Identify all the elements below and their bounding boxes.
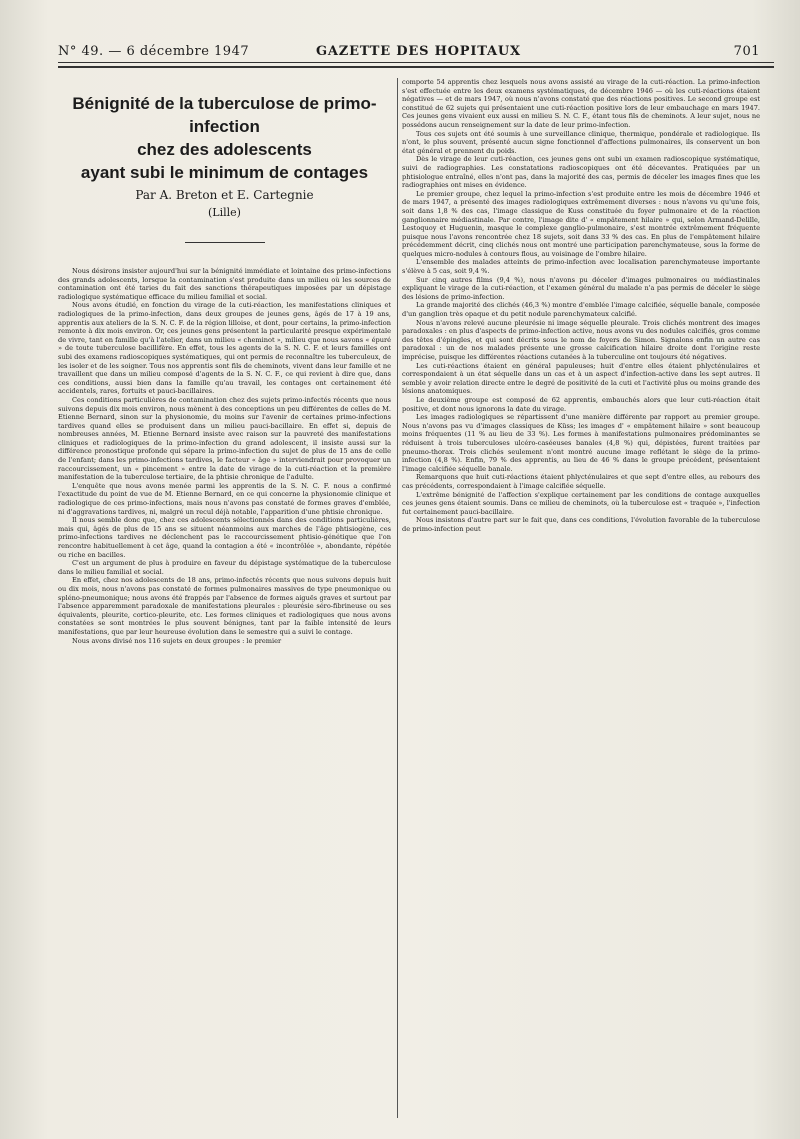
paragraph: Les cuti-réactions étaient en général papuleuses; huit d'entre elles étaient phlycténulaires et correspondaient à un état séquelle dans un cas et à un aspect d'infection-active dans les sept autres. Il semble y avoir relation directe entre le degré de positivité de la cuti et l'activité plus ou moins grande des lésions anatomiques. [402, 361, 760, 396]
article-title [58, 92, 391, 184]
paragraph: Ces conditions particulières de contamination chez des sujets primo-infectés récents que nous suivons depuis dix mois environ, nous mènent à des conceptions un peu différentes de celles de M. Etienne Bernard, sinon sur la physionomie, du moins sur l'avenir de certaines primo-infections tardives quand elles se produisent dans un milieu pauci-bacillaire. En effet si, depuis de nombreuses années, M. Etienne Bernard insiste avec raison sur la pauvreté des manifestations cliniques et radiologiques de la primo-infection du grand adolescent, il insiste aussi sur la différence pronostique profonde qui sépare la primo-infection du sujet de plus de 15 ans de celle de l'enfant; dans les primo-infections tardives, le facteur « âge » interviendrait pour provoquer un raccourcissement, un « pincement » entre la date de virage de la cuti-réaction et la première manifestation de la tuberculose tertiaire, de la phtisie chronique de l'adulte. [58, 395, 391, 482]
paragraph: Nous insistons d'autre part sur le fait que, dans ces conditions, l'évolution favorable de la tuberculose de primo-infection peut [402, 516, 760, 533]
paragraph: Nous désirons insister aujourd'hui sur la bénignité immédiate et lointaine des primo-infections des grands adolescents, lorsque la contamination s'est produite dans un milieu où les sources de contamination ont été taries du fait des sanctions thérapeutiques imposées par un dépistage radiologique systématique efficace du milieu familial et social. [58, 267, 391, 301]
author-affiliation: (Lille) [208, 206, 241, 219]
page-number: 701 [733, 44, 760, 59]
title-line-2: chez des adolescents [137, 140, 312, 159]
paragraph: Nous n'avons relevé aucune pleurésie ni image séquelle pleurale. Trois clichés montrent des images paradoxales : en plus d'aspects de primo-infection active, nous avons vu des nodules calcifiés, gros comme des têtes d'épingles, et qui sont décrits sous le nom de foyers de Simon. Signalons enfin un autre cas paradoxal : un de nos malades présente une grosse calcification hilaire droite dont l'origine reste imprécise, puisque les différentes réactions cutanées à la tuberculine ont toujours été négatives. [402, 318, 760, 361]
paragraph: L'enquête que nous avons menée parmi les apprentis de la S. N. C. F. nous a confirmé l'exactitude du point de vue de M. Etienne Bernard, en ce qui concerne la physionomie clinique et radiologique de ces primo-infections, mais nous n'avons pas constaté de formes graves d'emblée, ni d'aggravations tardives, ni, malgré un recul déjà notable, l'apparition d'une phtisie chronique. [58, 481, 391, 516]
header-rule-thick [58, 66, 774, 68]
header-rule [58, 62, 774, 63]
paragraph: Les images radiologiques se répartissent d'une manière différente par rapport au premier groupe. Nous n'avons pas vu d'images classiques de Küss; les images d' « empâtement hilaire » sont beaucoup moins fréquentes (11 % au lieu de 33 %). Les formes à manifestations pulmonaires prédominantes se réduisent à trois tuberculoses ulcéro-caséeuses banales (4,8 %) qui, dépistées, furent traitées par pneumo-thorax. Trois clichés seulement n'ont montré aucune image reflétant le siège de la primo-infection (4,8 %). Enfin, 79 % des apprentis, au lieu de 46 % dans le groupe précédent, présentaient l'image calcifiée séquelle banale. [402, 413, 760, 473]
title-separator [185, 242, 265, 243]
column-divider [397, 78, 398, 1118]
paragraph: En effet, chez nos adolescents de 18 ans, primo-infectés récents que nous suivons depuis huit ou dix mois, nous n'avons pas constaté de formes pulmonaires massives de type pneumonique ou spléno-pneumonique; nous avons été frappés par l'absence de formes aiguës graves et surtout par l'absence apparemment paradoxale de manifestations pleurales : pleurésie séro-fibrineuse ou ses équivalents, pleurite, cortico-pleurite, etc. Les formes cliniques et radiologiques que nous avons constatées se sont montrées le plus souvent bénignes, tant par la faible intensité de leurs manifestations, que par leur heureuse évolution dans le semestre qui a suivi le contage. [58, 576, 391, 636]
paragraph: C'est un argument de plus à produire en faveur du dépistage systématique de la tuberculose dans le milieu familial et social. [58, 559, 391, 576]
paragraph: Le premier groupe, chez lequel la primo-infection s'est produite entre les mois de décembre 1946 et de mars 1947, a présenté des images radiologiques extrêmement diverses : nous n'avons vu qu'une fois, soit dans 1,8 % des cas, l'image classique de Kuss constituée du foyer pulmonaire et de la réaction ganglionnaire médiastinale. Par contre, l'image dite d' « empâtement hilaire » qui, selon Armand-Delille, Lestoquoy et Huguenin, masque le complexe ganglio-pulmonaire, s'est montrée extrêmement fréquente puisque nous l'avons rencontrée chez 18 sujets, soit dans 33 % des cas. En plus de l'empâtement hilaire précédemment décrit, cinq clichés nous ont montré une participation parenchymateuse, sous la forme de quelques micro-nodules à contours flous, au voisinage de l'ombre hilaire. [402, 189, 760, 258]
paragraph: L'ensemble des malades atteints de primo-infection avec localisation parenchymateuse importante s'élève à 5 cas, soit 9,4 %. [402, 258, 760, 276]
paragraph: Il nous semble donc que, chez ces adolescents sélectionnés dans des conditions particulières, mais qui, âgés de plus de 15 ans se situent néanmoins aux marches de l'âge phtisiogène, ces primo-infections tardives ne déclenchent pas le raccourcissement phtisio-génétique que l'on rencontre habituellement à cet âge, quand la contagion a été « incontrôlée », abondante, répétée ou riche en bacilles. [58, 516, 391, 559]
paragraph: La grande majorité des clichés (46,3 %) montre d'emblée l'image calcifiée, séquelle banale, composée d'un ganglion très opaque et du petit nodule parenchymateux calcifié. [402, 301, 760, 319]
paragraph: Sur cinq autres films (9,4 %), nous n'avons pu déceler d'images pulmonaires ou médiastinales expliquant le virage de la cuti-réaction, et l'examen général du malade n'a pas permis de déceler le siège des lésions de primo-infection. [402, 275, 760, 301]
title-line-3: ayant subi le minimum de contages [80, 163, 369, 182]
paragraph: Le deuxième groupe est composé de 62 apprentis, embauchés alors que leur cuti-réaction était positive, et dont nous ignorons la date du virage. [402, 395, 760, 413]
paragraph-continued: comporte 54 apprentis chez lesquels nous avons assisté au virage de la cuti-réaction. La primo-infection s'est effectuée entre les deux examens systématiques, de décembre 1946 — où les cuti-réactions étaient négatives — et de mars 1947, où nous n'avons constaté que des réactions positives. Le second groupe est constitué de 62 sujets qui présentaient une cuti-réaction positive lors de leur embauchage en mars 1947. Ces jeunes gens vivaient eux aussi en milieu S. N. C. F., étant tous fils de cheminots. A leur sujet, nous ne possédons aucun renseignement sur la date de leur primo-infection. [402, 78, 760, 129]
paragraph: Nous avons étudié, en fonction du virage de la cuti-réaction, les manifestations cliniques et radiologiques de la primo-infection, dans deux groupes de jeunes gens, âgés de 17 à 19 ans, apprentis aux ateliers de la S. N. C. F. de la région lilloise, et dont, pour certains, la primo-infection remonte à dix mois environ. Or, ces jeunes gens présentent la particularité presque expérimentale de vivre, tant en famille qu'à l'atelier, dans un milieu « cheminot », milieu que nous savons « épuré » de toute tuberculose bacillifère. En effet, tous les agents de la S. N. C. F. et leurs familles ont subi des examens radioscopiques systématiques, qui ont permis de reconnaître les tuberculeux, de les isoler et de les soigner. Tous nos apprentis sont fils de cheminots, vivent dans leur famille et ne travaillent que dans un milieu composé d'agents de la S. N. C. F., ce qui revient à dire que, dans ces conditions, aussi bien dans la famille qu'au travail, les contages ont certainement été accidentels, rares, fortuits et pauci-bacillaires. [58, 301, 391, 396]
paragraph: Nous avons divisé nos 116 sujets en deux groupes : le premier [72, 636, 282, 645]
paragraph: Dès le virage de leur cuti-réaction, ces jeunes gens ont subi un examen radioscopique systématique, suivi de radiographies. Les constatations radioscopiques ont été décevantes. Pratiquées par un phtisiologue entraîné, elles n'ont pas, dans la majorité des cas, permis de déceler les images fines que les radiographies ont mises en évidence. [402, 155, 760, 190]
issue-date: N° 49. — 6 décembre 1947 [58, 44, 250, 59]
paragraph: Remarquons que huit cuti-réactions étaient phlycténulaires et que sept d'entre elles, au rebours des cas précédents, correspondaient à l'image calcifiée séquelle. [402, 473, 760, 490]
right-column [402, 78, 760, 1139]
running-header [58, 44, 768, 62]
paragraph: Tous ces sujets ont été soumis à une surveillance clinique, thermique, pondérale et radiologique. Ils n'ont, le plus souvent, présenté aucun signe fonctionnel d'affections pulmonaires, ils conservent un bon état général et prennent du poids. [402, 129, 760, 155]
journal-name: GAZETTE DES HOPITAUX [316, 44, 521, 59]
title-line-1: Bénignité de la tuberculose de primo-infection [72, 94, 377, 136]
paragraph: L'extrême bénignité de l'affection s'explique certainement par les conditions de contage auxquelles ces jeunes gens étaient soumis. Dans ce milieu de cheminots, où la tuberculose est « traquée », l'infection fut certainement pauci-bacillaire. [402, 490, 760, 516]
left-column [58, 78, 391, 1139]
article-authors: Par A. Breton et E. Cartegnie [135, 188, 314, 202]
